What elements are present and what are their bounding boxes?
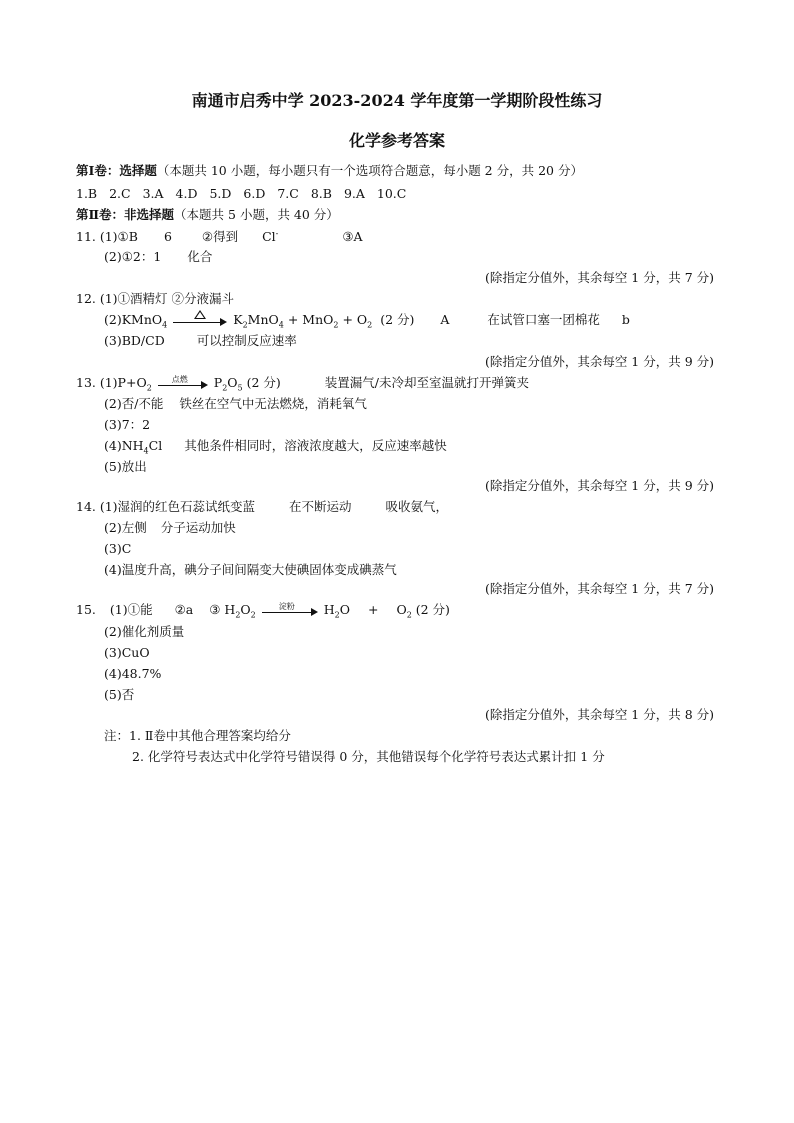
q11-1-2: 6 (163, 229, 172, 244)
q13-2-1: (2)否/不能 (104, 396, 164, 411)
q12-p1-sub: 2 (242, 320, 248, 330)
q15-line4: (4)48.7% (104, 666, 162, 681)
q13-p-1: P (213, 375, 223, 390)
q11-1-3: ②得到 (201, 229, 239, 244)
q14-1-3: 吸收氨气， (385, 499, 449, 514)
q11-score: (除指定分值外，其余每空 1 分，共 7 分) (484, 270, 714, 285)
part1-answers (76, 186, 406, 202)
q14-1-2: 在不断运动 (289, 499, 352, 514)
catalyst-arrow-icon (262, 603, 318, 619)
q13-1-rest: 装置漏气/未冷却至室温就打开弹簧夹 (324, 375, 529, 390)
q12-points: (2 分) (380, 312, 415, 327)
answer-3: 3.A (142, 186, 164, 201)
q14-2-2: 分子运动加快 (160, 520, 236, 535)
q13-line3: (3)7：2 (104, 417, 151, 432)
q12-score: (除指定分值外，其余每空 1 分，共 9 分) (484, 354, 714, 369)
q12-p1: K (233, 312, 243, 327)
q13-points: (2 分) (242, 375, 281, 390)
q12-2-b: 在试管口塞一团棉花 (487, 312, 600, 327)
q11-1-4-charge: - (275, 228, 279, 238)
answer-10: 10.C (376, 186, 407, 201)
q13-2-2: 铁丝在空气中无法燃烧，消耗氧气 (179, 396, 367, 411)
part2-heading (76, 207, 339, 223)
q12-p4-sub: 2 (367, 320, 373, 330)
page-subtitle: 化学参考答案 (348, 131, 445, 150)
q13-reactants: 13. (1)P+O (76, 375, 147, 390)
q15-p1-sub: 2 (334, 610, 340, 620)
note-1: 注：1. Ⅱ卷中其他合理答案均给分 (104, 728, 291, 743)
q15-number: 15. (76, 602, 96, 617)
q13-4-2: 其他条件相同时，溶液浓度越大，反应速率越快 (184, 438, 447, 453)
q15-p1: H (323, 602, 335, 617)
q15-p1b: O (339, 602, 350, 617)
q15-line3: (3)CuO (104, 645, 150, 660)
answer-9: 9.A (343, 186, 365, 201)
q13-4-1b: Cl (148, 438, 163, 453)
q12-3-1: (3)BD/CD (104, 333, 165, 348)
q12-2-a: A (440, 312, 450, 327)
q11-line2 (104, 249, 212, 265)
q14-2-1: (2)左侧 (104, 520, 147, 535)
q15-1-3b: O (240, 602, 251, 617)
answer-4: 4.D (175, 186, 198, 201)
q12-line3 (104, 333, 297, 349)
q12-p3-sub: 2 (333, 320, 339, 330)
ignite-arrow-icon (158, 376, 208, 392)
q14-score: (除指定分值外，其余每空 1 分，共 7 分) (484, 581, 714, 596)
q15-score: (除指定分值外，其余每空 1 分，共 8 分) (484, 707, 714, 722)
answer-8: 8.B (310, 186, 332, 201)
q13-p-2: O (227, 375, 238, 390)
q12-2-c: b (621, 312, 630, 327)
q14-line2 (104, 520, 236, 536)
q15-1-3-sub: 2 (235, 610, 241, 620)
q12-p2-sub: 4 (278, 320, 284, 330)
answer-2: 2.C (109, 186, 131, 201)
page-title: 南通市启秀中学 2023-2024 学年度第一学期阶段性练习 (191, 91, 603, 110)
q15-p2-sub: 2 (406, 610, 412, 620)
q15-1-3b-sub: 2 (250, 610, 256, 620)
q15-1-3: ③ H (209, 602, 236, 617)
heating-arrow-icon (173, 313, 227, 329)
q15-1-2: ②a (174, 602, 194, 617)
q12-reactant: (2)KMnO (104, 312, 163, 327)
q15-1-1: (1)①能 (109, 602, 153, 617)
q12-line2 (104, 312, 630, 329)
q15-condition: 淀粉 (278, 601, 295, 611)
q13-line4 (104, 438, 447, 454)
answer-1: 1.B (76, 186, 98, 201)
note-2: 2. 化学符号表达式中化学符号错误得 0 分，其他错误每个化学符号表达式累计扣 1 分 (132, 749, 605, 764)
q13-p-2-sub: 5 (237, 383, 243, 393)
q13-reactants-sub: 2 (146, 383, 152, 393)
q15-plus: + (367, 602, 379, 617)
q15-p2: O (396, 602, 407, 617)
part1-desc: （本题共 10 小题，每小题只有一个选项符合题意，每小题 2 分，共 20 分） (156, 163, 583, 178)
answer-6: 6.D (243, 186, 266, 201)
answer-7: 7.C (277, 186, 299, 201)
answer-5: 5.D (209, 186, 232, 201)
q15-line5: (5)否 (104, 687, 135, 702)
q11-2-1: (2)①2：1 (104, 249, 162, 264)
q14-line1 (76, 499, 448, 515)
part1-heading (76, 163, 583, 179)
q13-line5: (5)放出 (104, 459, 147, 474)
q12-line1: 12. (1)①酒精灯 ②分液漏斗 (76, 291, 235, 306)
q13-condition: 点燃 (171, 374, 188, 384)
q15-line1 (76, 602, 450, 619)
q12-3-2: 可以控制反应速率 (196, 333, 297, 348)
q12-p2: MnO (247, 312, 279, 327)
q12-reactant-sub: 4 (162, 320, 168, 330)
part1-label: 第Ⅰ卷：选择题 (76, 163, 157, 178)
q11-1-4: Cl (262, 229, 276, 244)
q11-line1 (76, 229, 363, 245)
q14-1-1: 14. (1)湿润的红色石蕊试纸变蓝 (76, 499, 256, 514)
q12-p3: + MnO (283, 312, 334, 327)
q13-score: (除指定分值外，其余每空 1 分，共 9 分) (484, 478, 714, 493)
q14-line4: (4)温度升高，碘分子间间隔变大使碘固体变成碘蒸气 (104, 562, 397, 577)
q14-line3: (3)C (104, 541, 132, 556)
q15-points: (2 分) (411, 602, 450, 617)
q13-4-1-sub: 4 (143, 446, 149, 456)
q12-p4: + O (338, 312, 368, 327)
part2-label: 第Ⅱ卷：非选择题 (76, 207, 175, 222)
q11-1-1: 11. (1)①B (76, 229, 138, 244)
q11-2-2: 化合 (187, 249, 213, 264)
q13-line2 (104, 396, 367, 412)
q15-line2: (2)催化剂质量 (104, 624, 185, 639)
part2-desc: （本题共 5 小题，共 40 分） (174, 207, 339, 222)
q13-p-1-sub: 2 (222, 383, 228, 393)
q13-4-1: (4)NH (104, 438, 144, 453)
q11-1-5: ③A (342, 229, 363, 244)
q13-line1 (76, 375, 529, 392)
